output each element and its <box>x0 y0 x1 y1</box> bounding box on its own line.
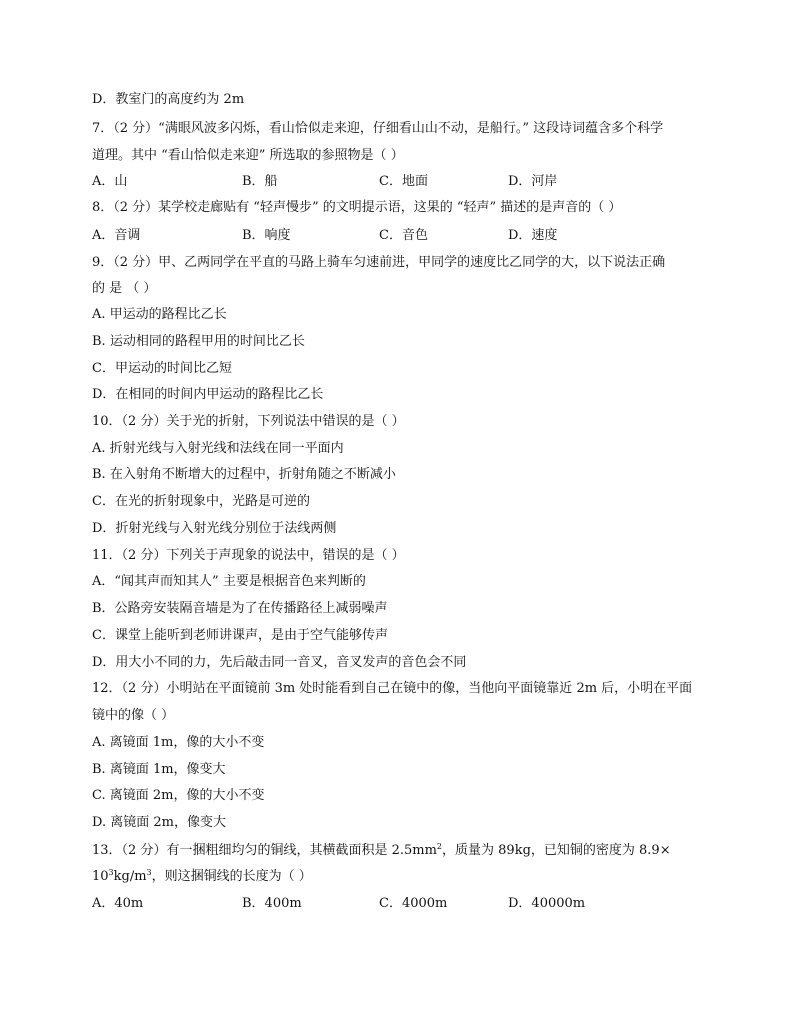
q8-option-b: B．响度 <box>242 228 291 243</box>
q11-stem: 11．（2 分）下列关于声现象的说法中，错误的是（ ） <box>92 548 405 563</box>
q13-density-base: 10 <box>92 869 109 884</box>
q13-option-c: C．4000m <box>379 896 448 911</box>
q12-option-c: C. 离镜面 2m，像的大小不变 <box>92 788 265 803</box>
q10-stem: 10．（2 分）关于光的折射，下列说法中错误的是（ ） <box>92 414 405 429</box>
q8-options <box>92 227 692 245</box>
q7-option-c: C．地面 <box>379 174 428 189</box>
q7-option-b: B．船 <box>242 174 278 189</box>
q7-option-d: D．河岸 <box>508 174 558 189</box>
q10-option-d: D．折射光线与入射光线分别位于法线两侧 <box>92 521 337 536</box>
q7-options <box>92 173 692 191</box>
q13-option-d: D．40000m <box>508 896 586 911</box>
q12-stem-line1: 12．（2 分）小明站在平面镜前 3m 处时能看到自己在镜中的像，当他向平面镜靠近 2m 后，小明在平面 <box>92 681 693 696</box>
q12-stem-line2: 镜中的像（ ） <box>92 708 175 723</box>
q13-stem-line1-text: 13．（2 分）有一捆粗细均匀的铜线，其横截面积是 2.5mm <box>92 843 437 858</box>
q13-stem-line1 <box>92 842 671 860</box>
q13-options <box>92 895 692 913</box>
q13-unit-exponent: 2 <box>436 842 443 851</box>
q9-option-a: A. 甲运动的路程比乙长 <box>92 307 227 322</box>
q8-option-a: A．音调 <box>92 228 141 243</box>
q9-option-d: D．在相同的时间内甲运动的路程比乙长 <box>92 387 324 402</box>
q11-option-c: C．课堂上能听到老师讲课声，是由于空气能够传声 <box>92 628 388 643</box>
q13-density-unit: kg/m <box>113 869 147 884</box>
q7-stem-line1: 7．（2 分）“满眼风波多闪烁，看山恰似走来迎，仔细看山山不动，是船行。” 这段诗词蕴含多个科学 <box>92 121 664 136</box>
q12-option-d: D. 离镜面 2m，像变大 <box>92 815 226 830</box>
q11-option-a: A．“闻其声而知其人” 主要是根据音色来判断的 <box>92 574 366 589</box>
q11-option-b: B．公路旁安装隔音墙是为了在传播路径上减弱噪声 <box>92 601 388 616</box>
q13-density-unit-exponent: 3 <box>146 868 152 877</box>
q9-stem-line2: 的 是 （ ） <box>92 281 157 296</box>
q6-option-d: D．教室门的高度约为 2m <box>92 92 245 107</box>
q9-option-b: B. 运动相同的路程甲用的时间比乙长 <box>92 334 305 349</box>
q8-option-d: D．速度 <box>508 228 558 243</box>
q10-option-c: C．在光的折射现象中，光路是可逆的 <box>92 494 310 509</box>
q8-stem: 8．（2 分）某学校走廊贴有 “轻声慢步” 的文明提示语，这果的 “轻声” 描述的是声音的（ ） <box>92 200 622 215</box>
q7-stem-line2: 道理。其中 “看山恰似走来迎” 所选取的参照物是（ ） <box>92 148 404 163</box>
q13-stem-line1-rest: ，质量为 89kg，已知铜的密度为 8.9× <box>442 843 671 858</box>
q13-stem-line2-rest: ，则这捆铜线的长度为（ ） <box>151 869 312 884</box>
q11-option-d: D．用大小不同的力，先后敲击同一音叉，音叉发声的音色会不同 <box>92 655 467 670</box>
q7-option-a: A．山 <box>92 174 128 189</box>
q10-option-b: B. 在入射角不断增大的过程中，折射角随之不断减小 <box>92 467 396 482</box>
q12-option-a: A. 离镜面 1m，像的大小不变 <box>92 735 265 750</box>
q13-stem-line2 <box>92 868 312 886</box>
q13-option-b: B．400m <box>242 896 302 911</box>
q12-option-b: B. 离镜面 1m，像变大 <box>92 762 226 777</box>
q9-option-c: C．甲运动的时间比乙短 <box>92 361 232 376</box>
q13-option-a: A．40m <box>92 896 144 911</box>
q9-stem-line1: 9．（2 分）甲、乙两同学在平直的马路上骑车匀速前进，甲同学的速度比乙同学的大，以下说法正确 <box>92 255 666 270</box>
q10-option-a: A. 折射光线与入射光线和法线在同一平面内 <box>92 441 344 456</box>
q13-density-exponent: 3 <box>108 868 114 877</box>
q8-option-c: C．音色 <box>379 228 428 243</box>
